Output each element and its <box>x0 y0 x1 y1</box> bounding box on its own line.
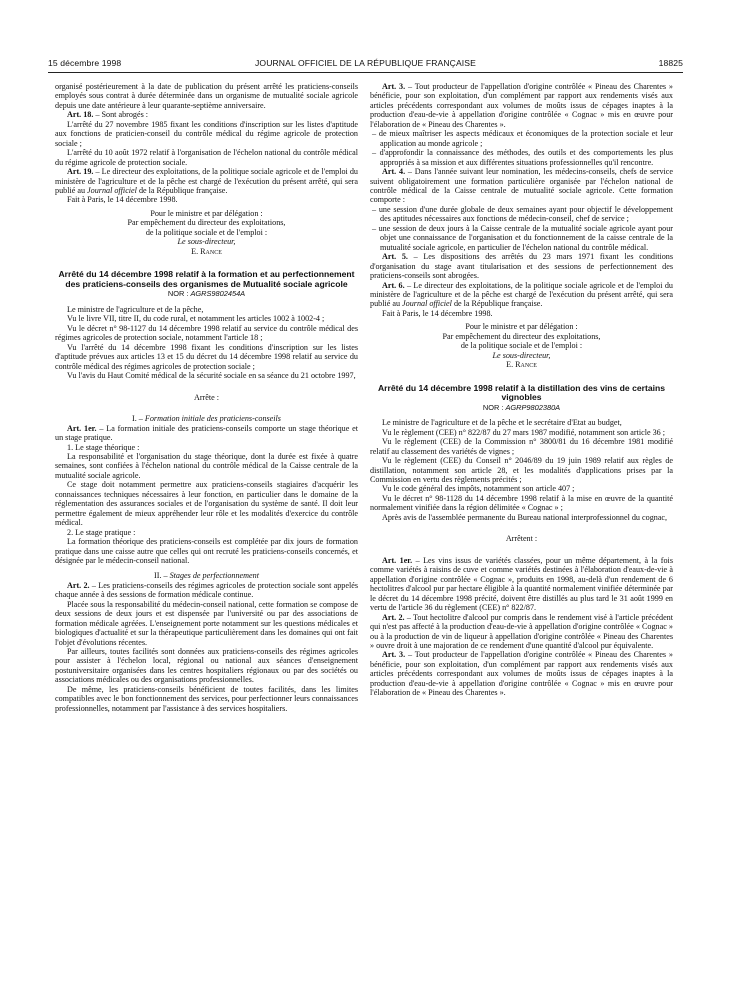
journal-officiel-ref: Journal officiel <box>87 185 137 195</box>
fait-a-paris: Fait à Paris, le 14 décembre 1998. <box>67 195 178 205</box>
article-text: de la République française. <box>136 185 228 195</box>
article-label: Art. 3. <box>382 650 406 660</box>
visa: Vu le code général des impôts, notamment son article 407 ; <box>382 484 575 494</box>
article-text: – Dans l'année suivant leur nomination, les médecins-conseils, chefs de service suivent obligatoirement une formation particulière organisée par l'échelon national de contrôle médical de la Caisse centrale de mutualité sociale agricole. Cette formation comporte : <box>370 167 674 205</box>
signature-line: de la politique sociale et de l'emploi : <box>145 227 268 237</box>
article-18 <box>55 110 358 119</box>
article-1 <box>370 556 673 613</box>
article-label: Art. 5. <box>382 252 408 262</box>
paragraph: L'arrêté du 27 novembre 1985 fixant les conditions d'inscription sur les listes d'aptitude aux fonctions de praticien-conseil du contrôle médical du régime agricole de protection sociale ; <box>55 119 358 148</box>
arretent-heading: Arrêtent : <box>505 534 538 544</box>
signature-line: Pour le ministre et par délégation : <box>465 322 578 332</box>
section-heading <box>55 571 358 580</box>
paragraph: Après avis de l'assemblée permanente du Bureau national interprofessionnel du cognac, <box>382 512 668 522</box>
signature-title: Le sous-directeur, <box>492 350 551 360</box>
signature-line: Pour le ministre et par délégation : <box>150 208 263 218</box>
article-text: – Tout hectolitre d'alcool pur compris dans le rendement visé à l'article précédent qui n'est pas affecté à la production d'eau-de-vie à appellation d'origine contrôlée « Cognac » ou à la production de vin de liqueur à appellation d'origine contrôlée « Pineau des Charentes » ouvre droit à une majoration de ce rendement d'une quantité d'alcool pur équivalente. <box>370 612 673 651</box>
page-header <box>48 58 683 72</box>
section-number: II. – <box>154 571 170 581</box>
nor-label: NOR : <box>167 289 191 299</box>
arrete-heading: Arrête : <box>193 392 220 402</box>
article-19 <box>55 167 358 195</box>
paragraph: La responsabilité et l'organisation du stage théorique, dont la durée est fixée à quatre semaines, sont confiées à l'échelon national du contrôle médical de la Caisse centrale de la mutualité sociale agricole. <box>55 451 358 480</box>
article-2 <box>370 613 673 651</box>
paragraph: 2. Le stage pratique : <box>67 527 136 537</box>
article-text: – Le directeur des exploitations, de la politique sociale agricole et de l'emploi du ministère de l'agriculture et de la pêche est chargé de l'exécution du présent arrêté, qui sera publié au <box>55 167 358 195</box>
article-4 <box>370 167 673 205</box>
paragraph: De même, les praticiens-conseils bénéficient de toutes facilités, dans les limites compatibles avec le bon fonctionnement des services, pour perfectionner leurs connaissances professionnelles, notamment par l'assistance à des services hospitaliers. <box>55 684 358 713</box>
bullet-item: – d'approfondir la connaissance des méthodes, des outils et des comportements les plus appropriés à sa mission et aux différentes situations professionnelles qu'il rencontre. <box>372 148 673 167</box>
nor-code: AGRP9802380A <box>505 402 561 412</box>
signature-line: Par empêchement du directeur des exploitations, <box>442 331 601 341</box>
article-text: – Les vins issus de variétés classées, pour un même département, à la fois comme variétés à raisins de cuve et comme variétés destinées à l'élaboration d'eaux-de-vie à appellation d'origine contrôlée « Cognac », produits en 1998, au-delà d'un rendement de 6 hectolitres d'alcool pur par hectare éligible à la quantité normalement vinifiée déterminée par le décret du 14 décembre 1998 précité, doivent être distillés au plus tard le 31 août 1999 en vertu de l'article 36 du règlement (CEE) n° 822/87. <box>370 555 673 613</box>
signature-block <box>370 322 673 369</box>
article-text: de la République française. <box>451 299 543 309</box>
nor-code: AGRS9802454A <box>190 289 246 299</box>
fait-a-paris: Fait à Paris, le 14 décembre 1998. <box>382 308 493 318</box>
section-heading <box>55 414 358 423</box>
article-label: Art. 1er. <box>382 555 413 565</box>
article-text: – Le directeur des exploitations, de la politique sociale agricole et de l'emploi du ministère de l'agriculture et de la pêche est chargé de l'exécution du présent arrêté, qui sera publié au <box>370 280 673 309</box>
nor-reference <box>55 289 358 298</box>
article-label: Art. 2. <box>382 612 405 622</box>
visa: Vu le règlement (CEE) de la Commission n° 3800/81 du 16 décembre 1981 modifié relatif au classement des variétés de vignes ; <box>370 437 673 456</box>
paragraph: L'arrêté du 10 août 1972 relatif à l'organisation de l'échelon national du contrôle médical du régime agricole de protection sociale. <box>55 148 358 167</box>
article-text: – Les praticiens-conseils des régimes agricoles de protection sociale sont appelés chaque année à des sessions de formation médicale continue. <box>55 580 358 600</box>
article-text: – Les dispositions des arrêtés du 23 mars 1971 fixant les conditions d'organisation du stage avant titularisation et des sessions de perfectionnement des praticiens-conseils sont abrogées. <box>370 252 673 281</box>
article-text: – Sont abrogés : <box>93 110 149 120</box>
article-label: Art. 6. <box>382 280 405 290</box>
article-text: – La formation initiale des praticiens-conseils comporte un stage théorique et un stage pratique. <box>55 423 358 443</box>
visa: Vu le règlement (CEE) du Conseil n° 2046/89 du 19 juin 1989 relatif aux règles de distillation, notamment son article 28, et les modalités d'applications prises par la Commission en vertu des règlements précités ; <box>370 456 673 484</box>
article-5 <box>370 252 673 280</box>
visa: Vu le règlement (CEE) n° 822/87 du 27 mars 1987 modifié, notamment son article 36 ; <box>382 427 666 437</box>
visa: Vu le livre VII, titre II, du code rural, et notamment les articles 1002 à 1002-4 ; <box>67 314 325 324</box>
paragraph: Le ministre de l'agriculture et de la pêche, <box>67 304 204 314</box>
paragraph: Ce stage doit notamment permettre aux praticiens-conseils stagiaires d'acquérir les connaissances techniques nécessaires à leur fonction, en particulier dans le domaine de la réglementation des assurances sociales et de l'organisation du système de santé. Il doit leur permettre également de mieux appréhender leur rôle et les modalités d'exercice du contrôle médical. <box>55 480 358 528</box>
nor-reference <box>370 403 673 412</box>
article-label: Art. 2. <box>67 580 90 590</box>
visa: Vu l'avis du Haut Comité médical de la sécurité sociale en sa séance du 21 octobre 1997, <box>67 370 356 380</box>
signatory-name: E. Rance <box>506 360 537 370</box>
signatory-name: E. Rance <box>191 246 222 256</box>
nor-label: NOR : <box>482 402 506 412</box>
article-label: Art. 1er. <box>67 423 97 433</box>
header-journal-title: JOURNAL OFFICIEL DE LA RÉPUBLIQUE FRANÇAISE <box>255 58 476 68</box>
right-column <box>370 82 673 698</box>
bullet-item: – une session d'une durée globale de deux semaines ayant pour objectif le développement des aptitudes nécessaires aux fonctions de médecin-conseil, chef de service ; <box>372 204 673 224</box>
paragraph: Placée sous la responsabilité du médecin-conseil national, cette formation se compose de deux sessions de deux jours et est dispensée par l'université ou par des associations de formation médicale agréées. L'enseignement porte notamment sur les questions médicales et biologiques d'actualité et sur la thérapeutique particulièrement dans les domaines qui ont fait l'objet d'évolutions récentes. <box>55 599 358 647</box>
visa: Vu l'arrêté du 14 décembre 1998 fixant les conditions d'inscription sur les listes d'aptitude prévues aux articles 13 et 15 du décret du 14 décembre 1998 relatif au service du contrôle médical des régimes agricoles de protection sociale ; <box>55 342 358 371</box>
article-3 <box>370 82 673 129</box>
header-rule <box>48 72 683 73</box>
section-title: Formation initiale des praticiens-conseils <box>144 414 281 424</box>
section-number: I. – <box>132 414 145 424</box>
visa: Vu le décret n° 98-1127 du 14 décembre 1998 relatif au service du contrôle médical des régimes agricoles de protection sociale, notamment l'article 18 ; <box>55 323 358 343</box>
bullet-item: – de mieux maîtriser les aspects médicaux et économiques de la protection sociale et leur application au monde agricole ; <box>372 129 673 148</box>
paragraph: organisé postérieurement à la date de publication du présent arrêté les praticiens-conseils employés sous contrat à durée déterminée dans un organisme de mutualité sociale agricole depuis une date antérieure à leur quarante-septième anniversaire. <box>55 82 358 110</box>
article-label: Art. 19. <box>67 167 94 177</box>
decree-title: Arrêté du 14 décembre 1998 relatif à la formation et au perfectionnement des praticiens-conseils des organismes de Mutualité sociale agricole <box>58 269 355 289</box>
section-title: Stages de perfectionnement <box>169 571 259 581</box>
article-label: Art. 3. <box>382 82 406 91</box>
paragraph: 1. Le stage théorique : <box>67 442 140 452</box>
paragraph: Par ailleurs, toutes facilités sont données aux praticiens-conseils des régimes agricoles pour assister à l'échelon local, régional ou national aux séances d'enseignement postuniversitaire organisées dans les centres hospitaliers régionaux ou par des sociétés ou associations médicales ou des organisations professionnelles. <box>55 647 358 685</box>
article-label: Art. 4. <box>382 167 406 177</box>
signature-title: Le sous-directeur, <box>177 237 236 247</box>
journal-officiel-ref: Journal officiel <box>402 299 452 309</box>
article-text: – Tout producteur de l'appellation d'origine contrôlée « Pineau des Charentes » bénéficie, pour son exploitation, d'un complément par rapport aux rendements visés aux articles précédents correspondant aux volumes de moûts issus de cépages inaptes à la production d'eau-de-vie à appellation d'origine contrôlée « Cognac » mis en œuvre pour l'élaboration de « Pineau des Charentes ». <box>370 82 673 129</box>
header-date: 15 décembre 1998 <box>48 58 122 68</box>
paragraph: La formation théorique des praticiens-conseils est complétée par dix jours de formation pratique dans une caisse autre que celles qui ont recruté les praticiens-conseils concernés, et désignée par le médecin-conseil national. <box>55 537 358 565</box>
bullet-item: – une session de deux jours à la Caisse centrale de la mutualité sociale agricole ayant pour objet une connaissance de l'organisation et du fonctionnement de la caisse centrale de la mutualité sociale agricole, en particulier de l'échelon national du contrôle médical. <box>372 223 673 252</box>
paragraph: Le ministre de l'agriculture et de la pêche et le secrétaire d'Etat au budget, <box>382 418 622 428</box>
article-2 <box>55 581 358 600</box>
left-column <box>55 82 358 713</box>
article-6 <box>370 281 673 309</box>
signature-block <box>55 209 358 256</box>
signature-line: Par empêchement du directeur des exploitations, <box>127 218 286 228</box>
article-text: – Tout producteur de l'appellation d'origine contrôlée « Pineau des Charentes » bénéficie, pour son exploitation, d'un complément par rapport aux rendements visés aux articles précédents correspondant aux volumes de moûts issus de cépages inaptes à la production d'eau-de-vie à appellation d'origine contrôlée « Cognac » mis en œuvre pour l'élaboration de « Pineau des Charentes ». <box>370 650 673 698</box>
article-3 <box>370 650 673 697</box>
visa: Vu le décret n° 98-1128 du 14 décembre 1998 relatif à la mise en œuvre de la quantité normalement vinifiée dans la région délimitée « Cognac » ; <box>370 493 673 513</box>
header-page-number: 18825 <box>658 58 683 68</box>
signature-line: de la politique sociale et de l'emploi : <box>460 341 583 351</box>
decree-title: Arrêté du 14 décembre 1998 relatif à la distillation des vins de certains vignobles <box>377 382 666 403</box>
article-1 <box>55 424 358 443</box>
article-label: Art. 18. <box>67 110 94 120</box>
